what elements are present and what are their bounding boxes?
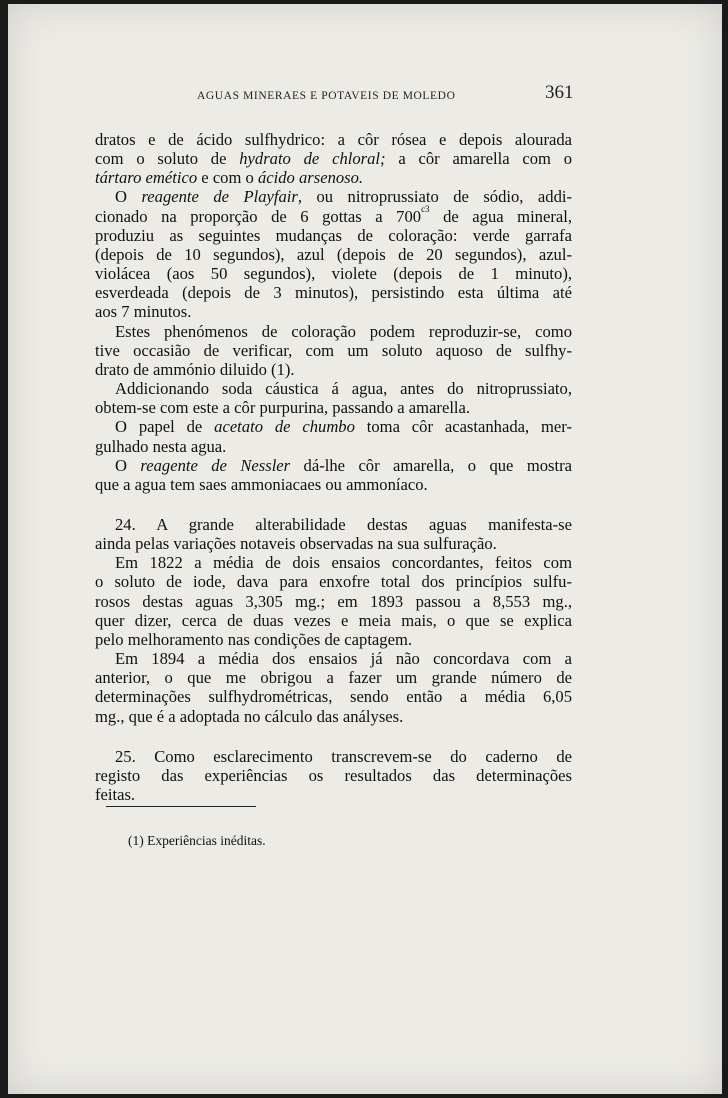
text-line: drato de ammónio diluido (1). <box>95 359 295 379</box>
text-line: Em 1894 a média dos ensaios já não concordava com a <box>115 649 572 669</box>
footnote: (1) Experiências inéditas. <box>128 833 266 848</box>
paragraph-soda <box>95 379 572 417</box>
running-title: AGUAS MINERAES E POTAVEIS DE MOLEDO <box>197 90 456 102</box>
text-line: que a agua tem saes ammoniacaes ou ammoníaco. <box>95 474 428 494</box>
paragraph-continuation <box>95 130 572 187</box>
text-line: esverdeada (depois de 3 minutos), persistindo esta última até <box>95 283 572 303</box>
text-line: (depois de 10 segundos), azul (depois de 20 segundos), azul- <box>95 244 572 264</box>
paragraph-section-24 <box>95 515 572 553</box>
text-line: 25. Como esclarecimento transcrevem-se do caderno de <box>115 746 572 766</box>
text-line: registo das experiências os resultados das determinações <box>95 765 572 785</box>
text-line: cionado na proporção de 6 gottas a $700^{c3}$ de agua mineral, <box>95 203 572 226</box>
text-line: tártaro emético e com o ácido arsenoso. <box>95 168 364 188</box>
text-line: Em 1822 a média de dois ensaios concordantes, feitos com <box>115 553 572 573</box>
text-line: anterior, o que me obrigou a fazer um grande número de <box>95 668 572 688</box>
text-line: 24. A grande alterabilidade destas aguas manifesta-se <box>115 514 572 534</box>
paragraph-section-25 <box>95 747 572 804</box>
section-gap <box>95 494 572 515</box>
section-gap <box>95 726 572 747</box>
text-line: gulhado nesta agua. <box>95 436 227 456</box>
text-line: feitas. <box>95 785 136 804</box>
paragraph-1894 <box>95 649 572 726</box>
paragraph-lead-acetate <box>95 417 572 455</box>
text-line: determinações sulfhydrométricas, sendo então a média 6,05 <box>95 687 572 707</box>
text-line: ainda pelas variações notaveis observadas na sua sulfuração. <box>95 534 497 554</box>
text-line: mg., que é a adoptada no cálculo das anályses. <box>95 706 404 726</box>
text-line: aos 7 minutos. <box>95 302 192 322</box>
text-line: dratos e de ácido sulfhydrico: a côr rósea e depois alourada <box>95 130 572 149</box>
footnote-rule <box>106 806 256 807</box>
body-text <box>95 130 572 804</box>
page-sheet <box>8 4 722 1094</box>
text-line: quer dizer, cerca de duas vezes e meia mais, o que se explica <box>95 610 572 630</box>
paragraph-phenomena <box>95 322 572 379</box>
paragraph-1822 <box>95 553 572 649</box>
paragraph-nessler <box>95 456 572 494</box>
text-line: produziu as seguintes mudanças de coloração: verde garrafa <box>95 225 572 245</box>
text-line: violácea (aos 50 segundos), violete (depois de 1 minuto), <box>95 264 572 284</box>
text-line: Addicionando soda cáustica á agua, antes do nitroprussiato, <box>115 379 572 399</box>
text-line: rosos destas aguas 3,305 mg.; em 1893 passou a 8,553 mg., <box>95 591 572 611</box>
text-line: obtem-se com este a côr purpurina, passando a amarella. <box>95 398 471 418</box>
page-number: 361 <box>545 82 574 103</box>
text-line: tive occasião de verificar, com um soluto aquoso de sulfhy- <box>95 340 572 360</box>
paragraph-playfair <box>95 187 572 321</box>
text-line: pelo melhoramento nas condições de captagem. <box>95 629 413 649</box>
text-line: O reagente de Playfair, ou nitroprussiato de sódio, addi- <box>115 187 573 207</box>
text-line: O papel de acetato de chumbo toma côr acastanhada, mer- <box>115 417 572 437</box>
text-line: Estes phenómenos de coloração podem reproduzir-se, como <box>115 321 572 341</box>
text-line: com o soluto de hydrato de chloral; a côr amarella com o <box>95 149 572 169</box>
text-line: O reagente de Nessler dá-lhe côr amarella, o que mostra <box>115 455 572 475</box>
text-line: o soluto de iode, dava para enxofre total dos princípios sulfu- <box>95 572 572 592</box>
